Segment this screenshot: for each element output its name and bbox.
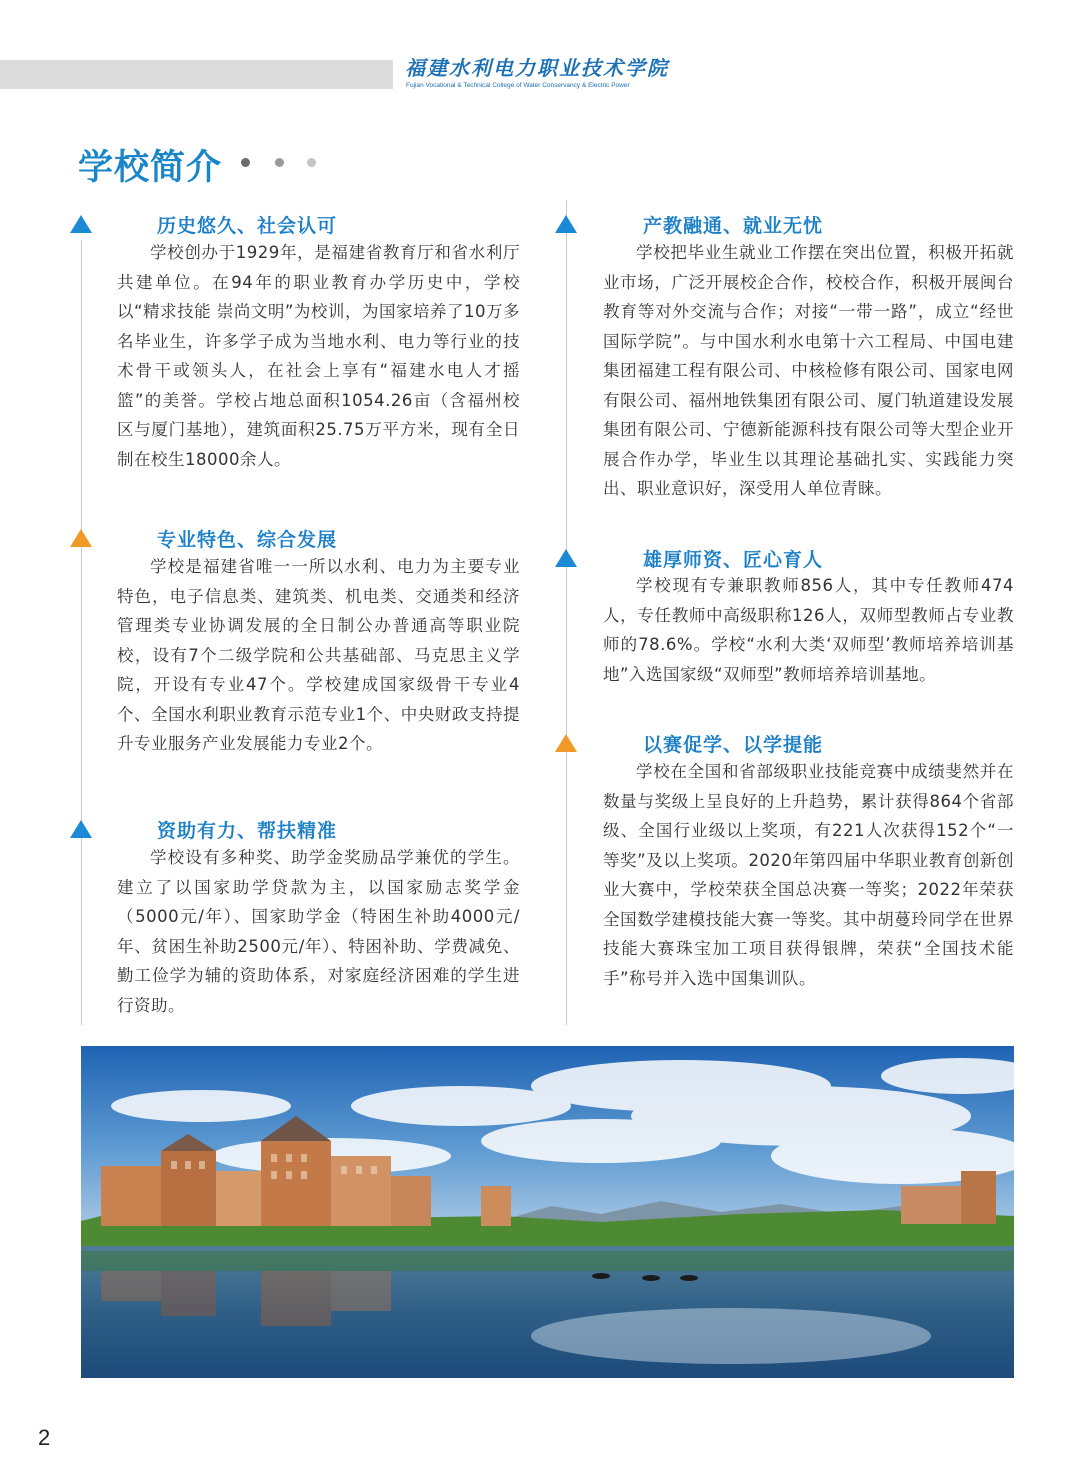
section-body-faculty: 学校现有专兼职教师856人，其中专任教师474人，专任教师中高级职称126人，双师型教师占专业教师的78.6%。学校“水利大类‘双师型’教师培养培训基地”入选国家级“双师型”教师培养培训基地。 — [603, 576, 1014, 684]
section-marker-icon — [555, 734, 577, 752]
section-body-financial-aid: 学校设有多种奖、助学金奖励品学兼优的学生。建立了以国家助学贷款为主，以国家励志奖学金（5000元/年）、国家助学金（特困生补助4000元/年、贫困生补助2500元/年）、特困补助、学费减免、勤工俭学为辅的资助体系，对家庭经济困难的学生进行资助。 — [117, 848, 520, 1015]
page-title: 学校简介 — [78, 148, 223, 188]
section-title-majors: 专业特色、综合发展 — [157, 529, 338, 551]
left-column-divider — [81, 240, 82, 1025]
section-body-majors: 学校是福建省唯一一所以水利、电力为主要专业特色，电子信息类、建筑类、机电类、交通类和经济管理类专业协调发展的全日制公办普通高等职业院校，设有7个二级学院和公共基础部、马克思主义学院，开设有专业47个。学校建成国家级骨干专业4个、全国水利职业教育示范专业1个、中央财政支持提升专业服务产业发展能力专业2个。 — [117, 557, 520, 753]
section-marker-icon — [70, 215, 92, 233]
college-logo-text: 福建水利电力职业技术学院 — [405, 56, 669, 80]
section-title-employment: 产教融通、就业无忧 — [643, 215, 824, 237]
right-column-divider — [566, 200, 567, 1025]
section-title-competitions: 以赛促学、以学提能 — [643, 734, 824, 756]
section-marker-icon — [70, 529, 92, 547]
section-title-financial-aid: 资助有力、帮扶精准 — [157, 820, 338, 842]
section-body-employment: 学校把毕业生就业工作摆在突出位置，积极开拓就业市场，广泛开展校企合作，校校合作，积极开展闽台教育等对外交流与合作；对接“一带一路”，成立“经世国际学院”。与中国水利水电第十六工程局、中国电建集团福建工程有限公司、中核检修有限公司、国家电网有限公司、福州地铁集团有限公司、厦门轨道建设发展集团有限公司、宁德新能源科技有限公司等大型企业开展合作办学，毕业生以其理论基础扎实、实践能力突出、职业意识好，深受用人单位青睐。 — [603, 243, 1014, 498]
header-band — [0, 60, 393, 89]
college-english-name: Fujian Vocational & Technical College of Water Conservancy & Electric Power — [406, 82, 630, 89]
section-body-history: 学校创办于1929年，是福建省教育厅和省水利厅共建单位。在94年的职业教育办学历史中，学校以“精求技能 崇尚文明”为校训，为国家培养了10万多名毕业生，许多学子成为当地水利、电力等行业的技术骨干或领头人，在社会上享有“福建水电人才摇篮”的美誉。学校占地总面积1054.26亩（含福州校区与厦门基地），建筑面积25.75万平方米，现有全日制在校生18000余人。 — [117, 243, 520, 469]
page-number: 2 — [38, 1425, 51, 1450]
section-marker-icon — [70, 820, 92, 838]
section-title-faculty: 雄厚师资、匠心育人 — [643, 549, 824, 571]
campus-panorama-photo — [81, 1046, 1014, 1378]
section-marker-icon — [555, 549, 577, 567]
section-title-history: 历史悠久、社会认可 — [157, 215, 338, 237]
campus-lake-illustration — [81, 1046, 1014, 1378]
section-body-competitions: 学校在全国和省部级职业技能竞赛中成绩斐然并在数量与奖级上呈良好的上升趋势，累计获得864个省部级、全国行业级以上奖项，有221人次获得152个“一等奖”及以上奖项。2020年第四届中华职业教育创新创业大赛中，学校荣获全国总决赛一等奖；2022年荣获全国数学建模技能大赛一等奖。其中胡蔓玲同学在世界技能大赛珠宝加工项目获得银牌，荣获“全国技术能手”称号并入选中国集训队。 — [603, 762, 1014, 988]
section-marker-icon — [555, 215, 577, 233]
